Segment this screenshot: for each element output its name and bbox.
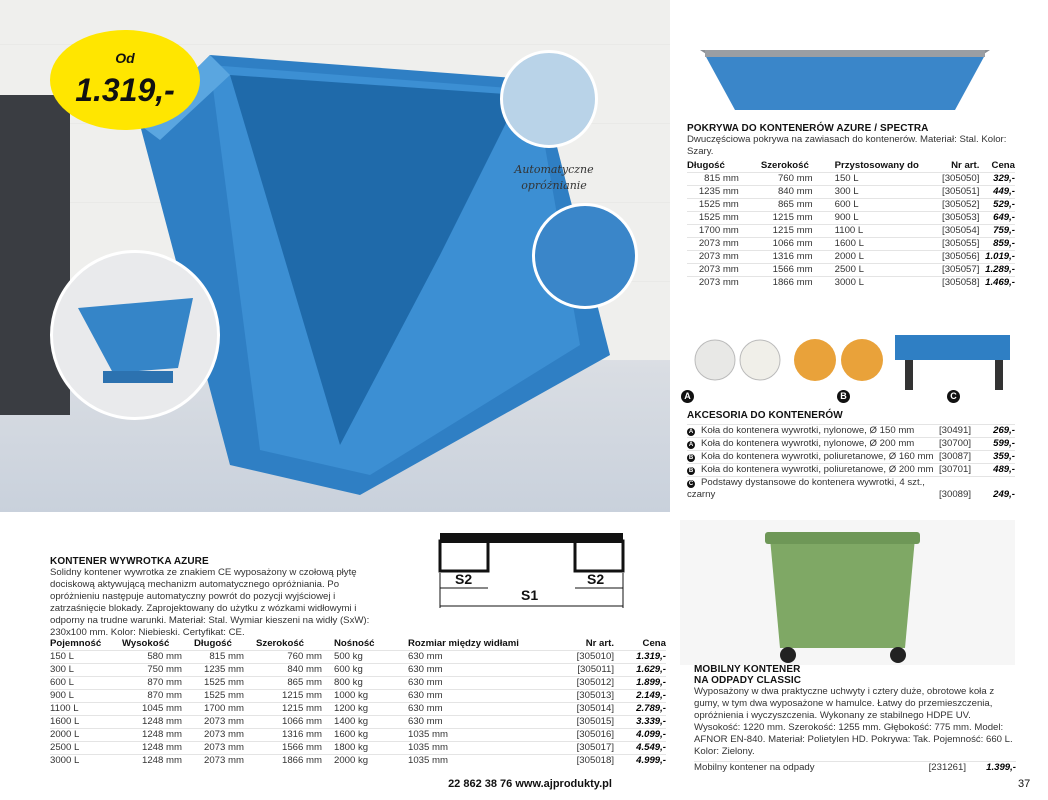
- page-number: 37: [1018, 778, 1031, 790]
- col-header: Długość: [687, 160, 725, 171]
- table-cell: 4.549,-: [614, 742, 666, 755]
- table-cell: 1866 mm: [256, 755, 334, 768]
- bin-title-1: MOBILNY KONTENER: [694, 664, 801, 675]
- detail-photo-pocket: [532, 203, 638, 309]
- table-cell: 1600 L: [835, 238, 935, 251]
- bin-price: 1.399,-: [966, 762, 1016, 775]
- table-cell: 1600 L: [50, 716, 122, 729]
- accessories-table: [687, 424, 1015, 501]
- accessory-price: 249,-: [971, 477, 1015, 502]
- label-c: C: [947, 390, 960, 403]
- col-header: Pojemność: [50, 638, 102, 649]
- marker-icon: B: [688, 455, 694, 461]
- table-row: [687, 277, 1015, 290]
- table-cell: 1316 mm: [256, 729, 334, 742]
- table-cell: 600 kg: [334, 664, 408, 677]
- table-cell: 1.019,-: [979, 251, 1015, 264]
- table-cell: 1525 mm: [194, 690, 256, 703]
- caption-line1: Automatyczne: [514, 163, 594, 176]
- table-cell: 1100 L: [50, 703, 122, 716]
- accessory-price: 269,-: [971, 425, 1015, 438]
- marker-icon: A: [688, 429, 694, 435]
- table-cell: 1215 mm: [256, 703, 334, 716]
- table-cell: 815 mm: [687, 173, 761, 186]
- table-cell: [305015]: [548, 716, 614, 729]
- table-cell: [305050]: [935, 173, 979, 186]
- accessory-row: [687, 438, 1015, 451]
- table-cell: 3.339,-: [614, 716, 666, 729]
- accessory-name: Podstawy dystansowe do kontenera wywrotki, 4 szt., czarny: [687, 477, 925, 500]
- table-row: [50, 716, 666, 729]
- tipper-title: KONTENER WYWROTKA AZURE: [50, 556, 209, 567]
- col-header: Przystosowany do: [834, 160, 919, 171]
- table-cell: 580 mm: [122, 651, 194, 664]
- table-cell: 150 L: [50, 651, 122, 664]
- table-row: [687, 173, 1015, 186]
- bin-table: [694, 761, 1016, 774]
- lid-table: [687, 160, 1015, 289]
- table-cell: 2073 mm: [687, 264, 761, 277]
- table-cell: [305058]: [935, 277, 979, 290]
- table-cell: 2073 mm: [687, 238, 761, 251]
- accessory-name: Koła do kontenera wywrotki, poliuretanowe, Ø 200 mm: [701, 464, 934, 475]
- table-cell: 1000 kg: [334, 690, 408, 703]
- table-cell: 500 kg: [334, 651, 408, 664]
- small-tipper-photo: [50, 250, 220, 420]
- accessory-art: [30087]: [938, 451, 971, 462]
- table-cell: 859,-: [979, 238, 1015, 251]
- table-cell: 2500 L: [835, 264, 935, 277]
- label-a: A: [681, 390, 694, 403]
- accessory-price: 489,-: [971, 464, 1015, 477]
- table-cell: [305056]: [935, 251, 979, 264]
- table-cell: 2073 mm: [194, 742, 256, 755]
- table-row: [687, 186, 1015, 199]
- table-cell: 329,-: [979, 173, 1015, 186]
- accessory-price: 599,-: [971, 438, 1015, 451]
- table-cell: [305018]: [548, 755, 614, 768]
- marker-icon: C: [688, 481, 694, 487]
- table-cell: 900 L: [50, 690, 122, 703]
- table-cell: [305013]: [548, 690, 614, 703]
- table-cell: 750 mm: [122, 664, 194, 677]
- accessory-art: [30491]: [938, 425, 971, 436]
- table-cell: 1700 mm: [194, 703, 256, 716]
- table-cell: 870 mm: [122, 690, 194, 703]
- table-cell: 449,-: [979, 186, 1015, 199]
- table-cell: 1525 mm: [194, 677, 256, 690]
- table-cell: 2073 mm: [194, 729, 256, 742]
- accessory-art: [30701]: [938, 464, 971, 475]
- footer-contact: 22 862 38 76 www.ajprodukty.pl: [448, 778, 612, 790]
- price-prefix: Od: [115, 50, 135, 66]
- accessory-row: [687, 451, 1015, 464]
- table-cell: [305012]: [548, 677, 614, 690]
- table-cell: 1316 mm: [761, 251, 835, 264]
- table-cell: [305054]: [935, 225, 979, 238]
- col-header: Rozmiar między widłami: [408, 638, 519, 649]
- table-cell: 2000 L: [50, 729, 122, 742]
- table-cell: 865 mm: [761, 199, 835, 212]
- table-cell: 865 mm: [256, 677, 334, 690]
- bin-art: [231261]: [902, 762, 966, 775]
- table-cell: 630 mm: [408, 651, 548, 664]
- table-cell: 760 mm: [256, 651, 334, 664]
- table-cell: 2500 L: [50, 742, 122, 755]
- table-cell: 1600 kg: [334, 729, 408, 742]
- table-cell: 300 L: [50, 664, 122, 677]
- table-cell: 2073 mm: [687, 277, 761, 290]
- table-cell: 1045 mm: [122, 703, 194, 716]
- table-row: [687, 264, 1015, 277]
- table-cell: [305053]: [935, 212, 979, 225]
- table-cell: 2073 mm: [687, 251, 761, 264]
- col-header: Szerokość: [256, 638, 304, 649]
- bin-description: Wyposażony w dwa praktyczne uchwyty i cztery duże, obrotowe koła z gumy, w tym dwa wyposażone w hamulce. Łatwy do przemieszczenia, opróżnienia i wyczyszczenia. Wykonany ze stabilnego HDPE UV. Wysokość: 1220 mm. Szerokość: 1255 mm. Głębokość: 775 mm. Model: AFNOR EN-840. Materiał: Polietylen HD. Pokrywa: Tak. Pojemność: 660 L. Kolor: Zielony.: [694, 686, 1013, 757]
- table-cell: [305052]: [935, 199, 979, 212]
- accessory-row: [687, 477, 1015, 502]
- s2-left-label: S2: [455, 571, 473, 587]
- table-cell: 760 mm: [761, 173, 835, 186]
- table-cell: 630 mm: [408, 664, 548, 677]
- table-cell: 900 L: [835, 212, 935, 225]
- table-cell: 1066 mm: [256, 716, 334, 729]
- accessory-row: [687, 425, 1015, 438]
- table-cell: 1866 mm: [761, 277, 835, 290]
- tipper-description: Solidny kontener wywrotka ze znakiem CE wyposażony w czołową płytę dociskową aktywującą mechanizm automatycznego opróżniania. Po opróżnieniu następuje automatyczny powrót do pozycji wyjściowej i zatrzaśnięcie blokady. Zaprojektowany do użytku z wózkami widłowymi i odporny na trudne warunki. Materiał: Stal. Wymiar kieszeni na widły (SxW): 230x100 mm. Kolor: Niebieski. Certyfikat: CE.: [50, 567, 370, 638]
- caption-line2: opróżnianie: [521, 179, 587, 192]
- lid-title: POKRYWA DO KONTENERÓW AZURE / SPECTRA: [687, 123, 929, 134]
- table-cell: 1215 mm: [761, 225, 835, 238]
- table-cell: [305017]: [548, 742, 614, 755]
- table-cell: 1400 kg: [334, 716, 408, 729]
- table-row: [50, 729, 666, 742]
- table-cell: 2073 mm: [194, 716, 256, 729]
- table-row: [694, 762, 1016, 775]
- table-cell: 2073 mm: [194, 755, 256, 768]
- table-row: [50, 742, 666, 755]
- table-cell: [305051]: [935, 186, 979, 199]
- table-cell: 1.319,-: [614, 651, 666, 664]
- table-cell: 2.149,-: [614, 690, 666, 703]
- table-cell: 1248 mm: [122, 755, 194, 768]
- table-cell: 1800 kg: [334, 742, 408, 755]
- table-cell: 1.469,-: [979, 277, 1015, 290]
- table-cell: 1248 mm: [122, 729, 194, 742]
- tipper-table: [50, 638, 666, 767]
- col-header: Wysokość: [122, 638, 170, 649]
- table-cell: 870 mm: [122, 677, 194, 690]
- table-cell: [305055]: [935, 238, 979, 251]
- table-cell: 600 L: [835, 199, 935, 212]
- table-cell: 1200 kg: [334, 703, 408, 716]
- accessory-art: [30700]: [938, 438, 971, 449]
- table-cell: 3000 L: [50, 755, 122, 768]
- table-cell: 630 mm: [408, 690, 548, 703]
- table-cell: 649,-: [979, 212, 1015, 225]
- col-header: Nr art.: [585, 638, 614, 649]
- table-cell: 1100 L: [835, 225, 935, 238]
- accessories-title: AKCESORIA DO KONTENERÓW: [687, 410, 843, 421]
- table-row: [50, 651, 666, 664]
- table-cell: 1.629,-: [614, 664, 666, 677]
- marker-icon: A: [688, 442, 694, 448]
- col-header: Nr art.: [951, 160, 980, 171]
- table-cell: 1035 mm: [408, 742, 548, 755]
- table-cell: 1.899,-: [614, 677, 666, 690]
- accessory-name: Koła do kontenera wywrotki, poliuretanowe, Ø 160 mm: [701, 451, 934, 462]
- lid-description: Dwuczęściowa pokrywa na zawiasach do kontenerów. Materiał: Stal. Kolor: Szary.: [687, 134, 1007, 157]
- table-cell: 840 mm: [761, 186, 835, 199]
- table-cell: 1525 mm: [687, 199, 761, 212]
- table-cell: [305014]: [548, 703, 614, 716]
- table-row: [687, 212, 1015, 225]
- hero-photo: [0, 0, 670, 512]
- table-cell: 529,-: [979, 199, 1015, 212]
- accessory-name: Koła do kontenera wywrotki, nylonowe, Ø 200 mm: [701, 438, 915, 449]
- hero-price: 1.319,-: [75, 72, 175, 108]
- table-cell: 1235 mm: [687, 186, 761, 199]
- table-cell: 1566 mm: [761, 264, 835, 277]
- table-cell: 1566 mm: [256, 742, 334, 755]
- table-cell: 4.099,-: [614, 729, 666, 742]
- table-cell: 630 mm: [408, 677, 548, 690]
- table-row: [50, 677, 666, 690]
- table-cell: [305057]: [935, 264, 979, 277]
- table-row: [687, 225, 1015, 238]
- accessory-row: [687, 464, 1015, 477]
- bin-photo: [680, 520, 1015, 665]
- table-cell: 1.289,-: [979, 264, 1015, 277]
- table-row: [50, 690, 666, 703]
- table-cell: 840 mm: [256, 664, 334, 677]
- bin-item: Mobilny kontener na odpady: [694, 762, 902, 775]
- col-header: Długość: [194, 638, 232, 649]
- table-cell: 815 mm: [194, 651, 256, 664]
- table-cell: 2000 kg: [334, 755, 408, 768]
- label-b: B: [837, 390, 850, 403]
- table-cell: 1035 mm: [408, 755, 548, 768]
- detail-photo-latch: [500, 50, 598, 148]
- col-header: Szerokość: [760, 160, 809, 171]
- table-cell: 800 kg: [334, 677, 408, 690]
- table-cell: 1035 mm: [408, 729, 548, 742]
- price-badge: [50, 30, 200, 130]
- table-cell: 1066 mm: [761, 238, 835, 251]
- s1-label: S1: [521, 587, 539, 603]
- table-cell: 2.789,-: [614, 703, 666, 716]
- col-header: Cena: [991, 160, 1015, 171]
- table-cell: 1525 mm: [687, 212, 761, 225]
- table-cell: 4.999,-: [614, 755, 666, 768]
- table-cell: 630 mm: [408, 716, 548, 729]
- table-cell: [305011]: [548, 664, 614, 677]
- table-row: [50, 664, 666, 677]
- table-cell: 1248 mm: [122, 742, 194, 755]
- col-header: Nośność: [334, 638, 375, 649]
- table-cell: 1215 mm: [256, 690, 334, 703]
- table-row: [687, 238, 1015, 251]
- accessory-art: [30089]: [939, 477, 971, 502]
- table-cell: 3000 L: [835, 277, 935, 290]
- table-cell: 2000 L: [835, 251, 935, 264]
- table-cell: 300 L: [835, 186, 935, 199]
- table-row: [687, 199, 1015, 212]
- lid-image: [700, 35, 995, 115]
- table-cell: [305016]: [548, 729, 614, 742]
- table-cell: 1700 mm: [687, 225, 761, 238]
- table-cell: 1235 mm: [194, 664, 256, 677]
- accessory-name: Koła do kontenera wywrotki, nylonowe, Ø 150 mm: [701, 425, 915, 436]
- table-row: [687, 251, 1015, 264]
- table-cell: 600 L: [50, 677, 122, 690]
- col-header: Cena: [642, 638, 666, 649]
- table-cell: 1248 mm: [122, 716, 194, 729]
- table-cell: 630 mm: [408, 703, 548, 716]
- accessory-price: 359,-: [971, 451, 1015, 464]
- table-row: [50, 755, 666, 768]
- table-cell: 150 L: [835, 173, 935, 186]
- s2-right-label: S2: [587, 571, 605, 587]
- marker-icon: B: [688, 468, 694, 474]
- table-row: [50, 703, 666, 716]
- table-cell: 1215 mm: [761, 212, 835, 225]
- table-cell: 759,-: [979, 225, 1015, 238]
- bin-title-2: NA ODPADY CLASSIC: [694, 675, 802, 686]
- table-cell: [305010]: [548, 651, 614, 664]
